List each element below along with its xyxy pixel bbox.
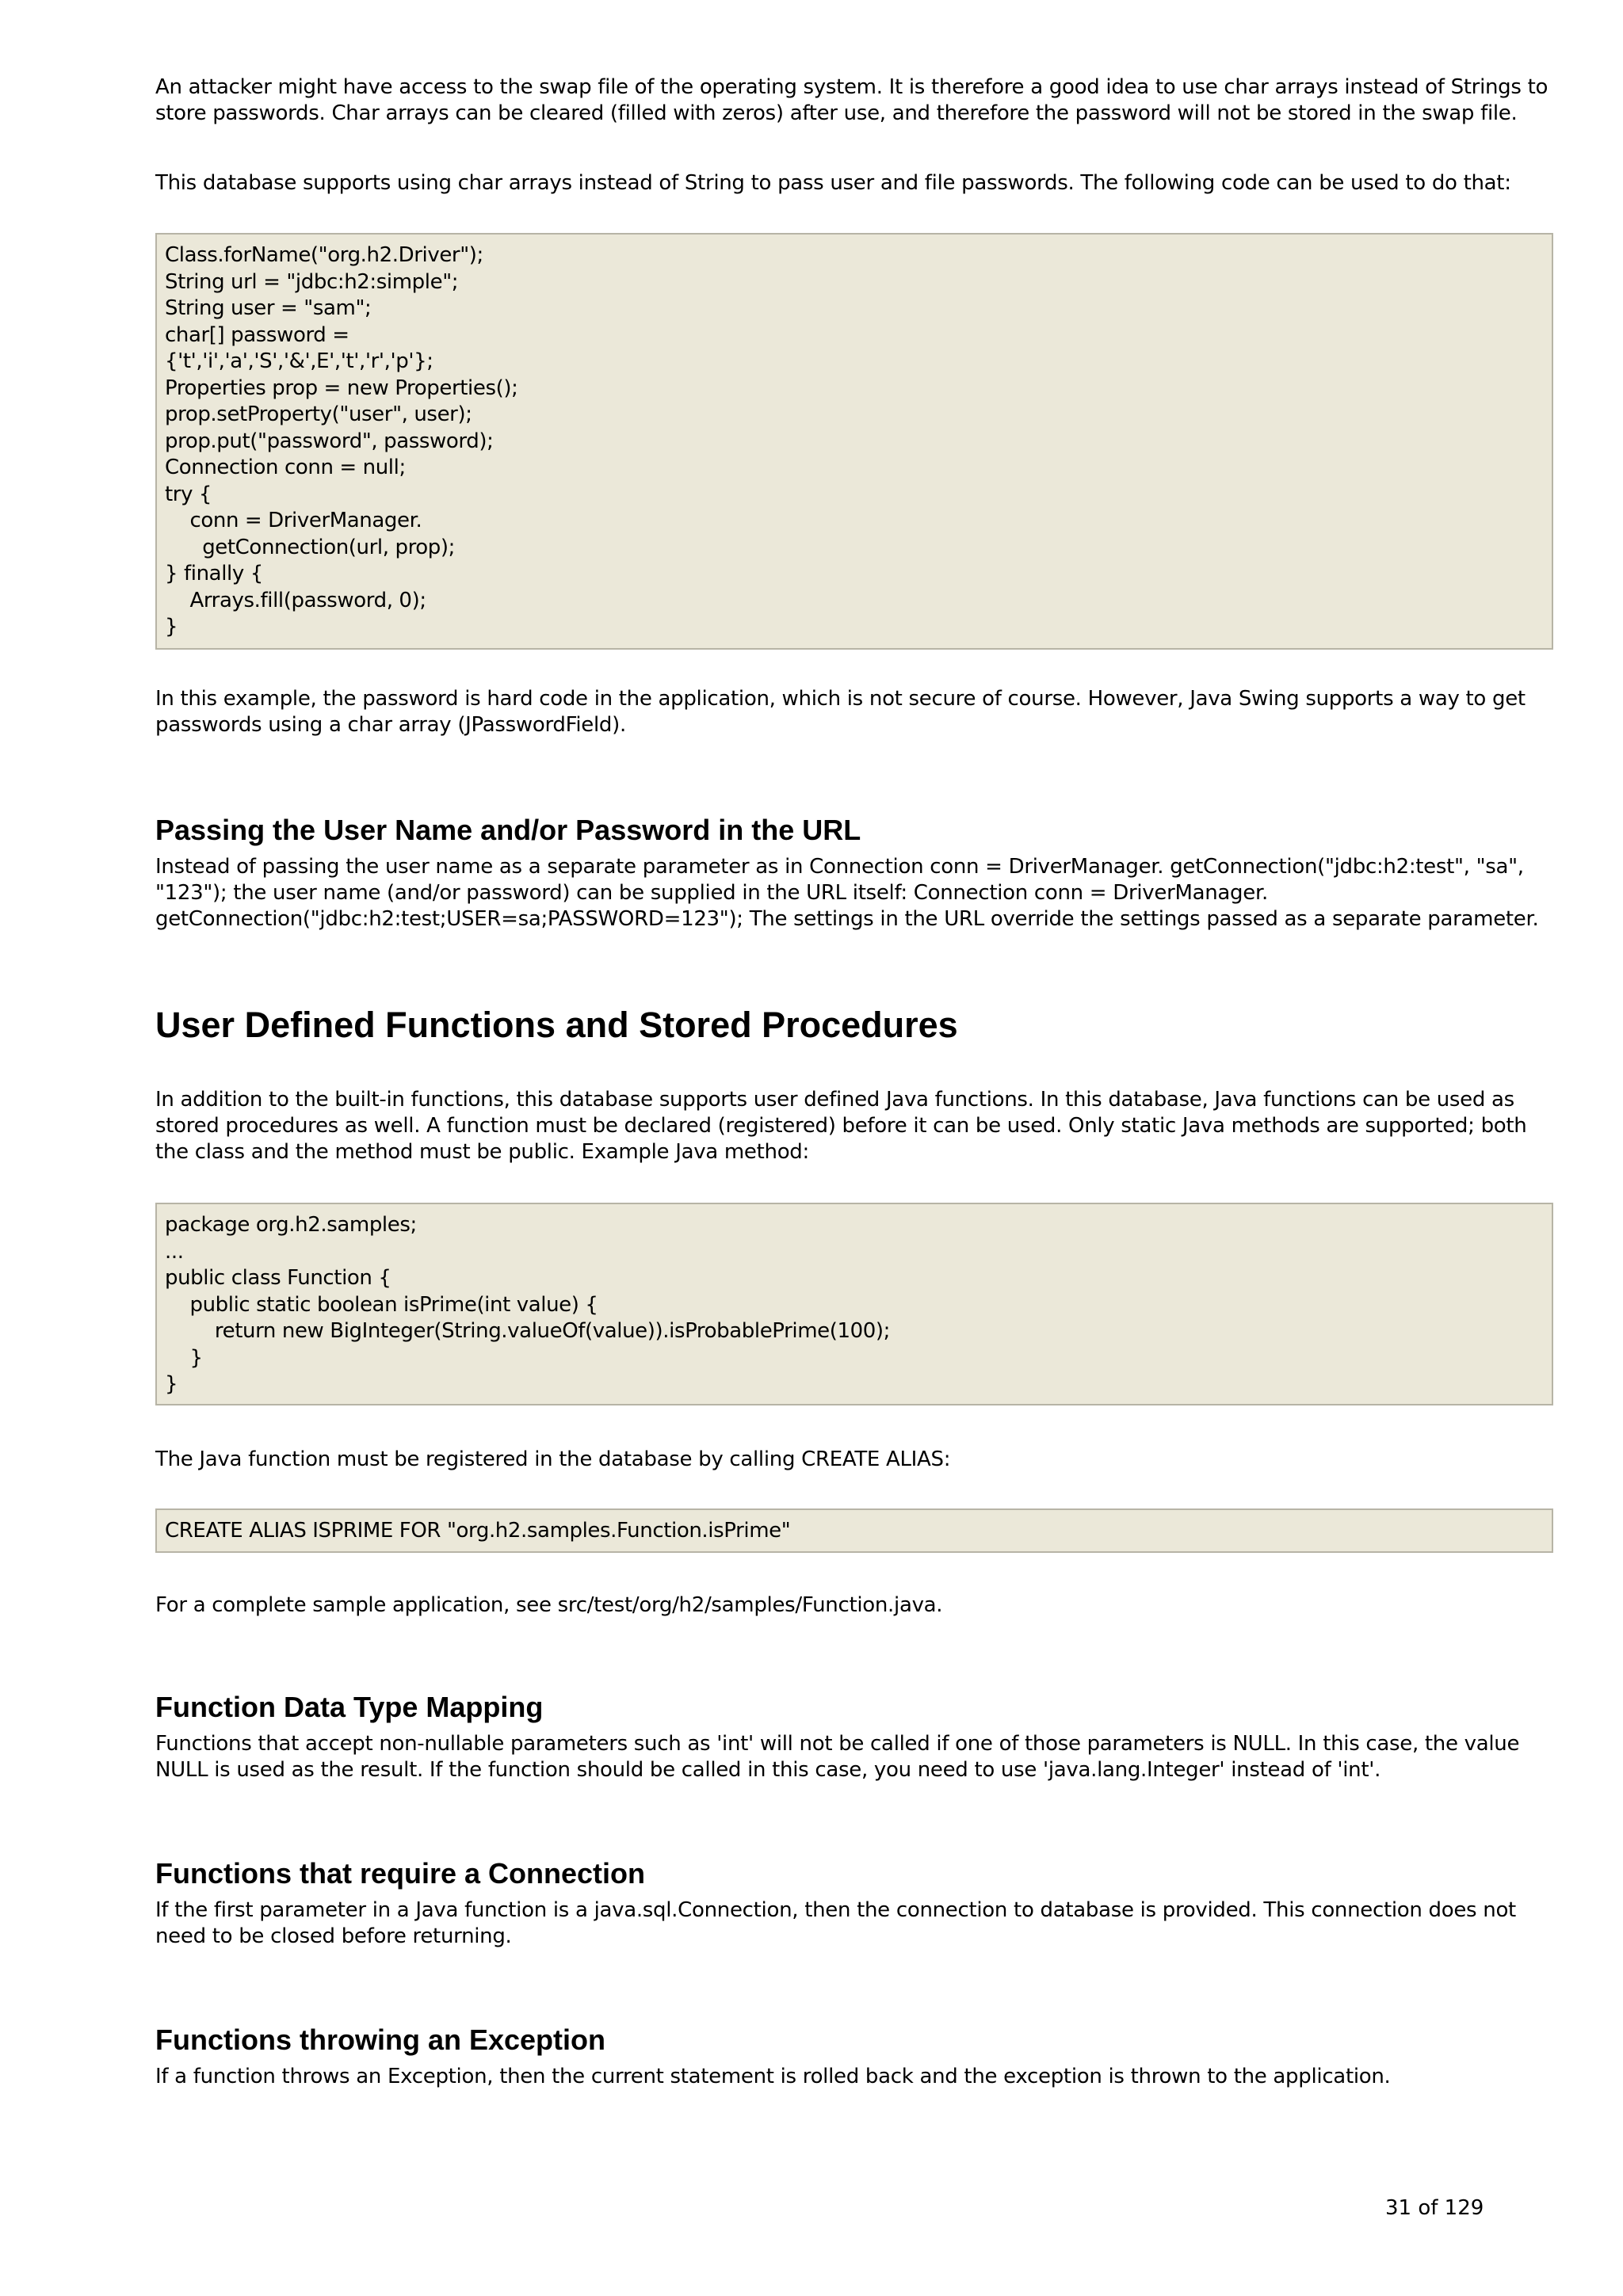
code-line: } finally { bbox=[165, 562, 263, 585]
code-line: conn = DriverManager. bbox=[165, 509, 422, 532]
code-block-java-function bbox=[155, 1203, 1553, 1405]
code-line: ... bbox=[165, 1239, 184, 1264]
register-alias-text: The Java function must be registered in the database by calling CREATE ALIAS: bbox=[155, 1447, 951, 1471]
code-line: String url = "jdbc:h2:simple"; bbox=[165, 269, 459, 294]
code-line: public static boolean isPrime(int value) { bbox=[165, 1292, 598, 1317]
code-line: Class.forName("org.h2.Driver"); bbox=[165, 243, 483, 267]
data-type-mapping-text: Functions that accept non-nullable parameters such as 'int' will not be called if one of those parameters is NULL. In this case, the value NULL is used as the result. If the function should be called in this case, you need to use 'java.lang.Integer' instead of 'int'. bbox=[155, 1732, 1520, 1782]
sample-application-text: For a complete sample application, see src/test/org/h2/samples/Function.java. bbox=[155, 1593, 943, 1617]
code-line: String user = "sam"; bbox=[165, 296, 372, 320]
code-line: CREATE ALIAS ISPRIME FOR "org.h2.samples.Function.isPrime" bbox=[165, 1519, 791, 1543]
code-block-char-array bbox=[155, 233, 1553, 650]
code-line: Connection conn = null; bbox=[165, 456, 406, 479]
code-line: prop.put("password", password); bbox=[165, 429, 494, 453]
udf-intro-text: In addition to the built-in functions, this database supports user defined Java functions. In this database, Java functions can be used as stored procedures as well. A function must be declared (registered) before it can be used. Only static Java methods are supported; both the class and the method must be public. Example Java method: bbox=[155, 1088, 1527, 1164]
throwing-exception-text: If a function throws an Exception, then the current statement is rolled back and the exception is thrown to the application. bbox=[155, 2065, 1391, 2088]
code-line: } bbox=[165, 615, 178, 639]
code-line: Arrays.fill(password, 0); bbox=[165, 588, 426, 612]
intro-paragraph-1: An attacker might have access to the swap file of the operating system. It is therefore a good idea to use char arrays instead of Strings to store passwords. Char arrays can be cleared (filled with zeros) after use, and therefore the password will not be stored in the swap file. bbox=[155, 75, 1549, 125]
code-line: getConnection(url, prop); bbox=[165, 535, 455, 559]
heading-require-connection: Functions that require a Connection bbox=[155, 1857, 646, 1890]
code-line: } bbox=[165, 1372, 178, 1396]
page-number: 31 of 129 bbox=[1385, 2196, 1484, 2220]
heading-throwing-exception: Functions throwing an Exception bbox=[155, 2023, 606, 2056]
code1-explanation: In this example, the password is hard code in the application, which is not secure of course. However, Java Swing supports a way to get passwords using a char array (JPasswordField). bbox=[155, 687, 1526, 737]
heading-user-defined-functions: User Defined Functions and Stored Procedures bbox=[155, 1005, 958, 1045]
code-line: return new BigInteger(String.valueOf(value)).isProbablePrime(100); bbox=[165, 1319, 891, 1343]
code-line: prop.setProperty("user", user); bbox=[165, 402, 472, 426]
code-line: try { bbox=[165, 482, 212, 506]
code-line: } bbox=[165, 1345, 203, 1370]
code-line: package org.h2.samples; bbox=[165, 1213, 417, 1237]
code-line: Properties prop = new Properties(); bbox=[165, 376, 518, 400]
heading-url-credentials: Passing the User Name and/or Password in the URL bbox=[155, 814, 861, 846]
url-credentials-text: Instead of passing the user name as a separate parameter as in Connection conn = DriverManager. getConnection("jdbc:h2:test", "sa", "123"); the user name (and/or password) can be supplied in the URL itself: Connection conn = DriverManager. getConnection("jdbc:h2:test;USER=sa;PASSWORD=123"); The settings in the URL override the settings passed as a separate parameter. bbox=[155, 855, 1539, 931]
code-lines bbox=[165, 242, 1544, 641]
code-lines bbox=[165, 1518, 1544, 1545]
code-line: char[] password = bbox=[165, 322, 349, 347]
code-line: public class Function { bbox=[165, 1266, 391, 1290]
heading-data-type-mapping: Function Data Type Mapping bbox=[155, 1691, 544, 1723]
code-lines bbox=[165, 1212, 1544, 1398]
require-connection-text: If the first parameter in a Java function is a java.sql.Connection, then the connection to database is provided. This connection does not need to be closed before returning. bbox=[155, 1898, 1516, 1948]
intro-paragraph-2: This database supports using char arrays instead of String to pass user and file passwords. The following code can be used to do that: bbox=[155, 171, 1511, 195]
code-line: {'t','i','a','S','&',E','t','r','p'}; bbox=[165, 349, 433, 373]
code-block-create-alias bbox=[155, 1508, 1553, 1553]
